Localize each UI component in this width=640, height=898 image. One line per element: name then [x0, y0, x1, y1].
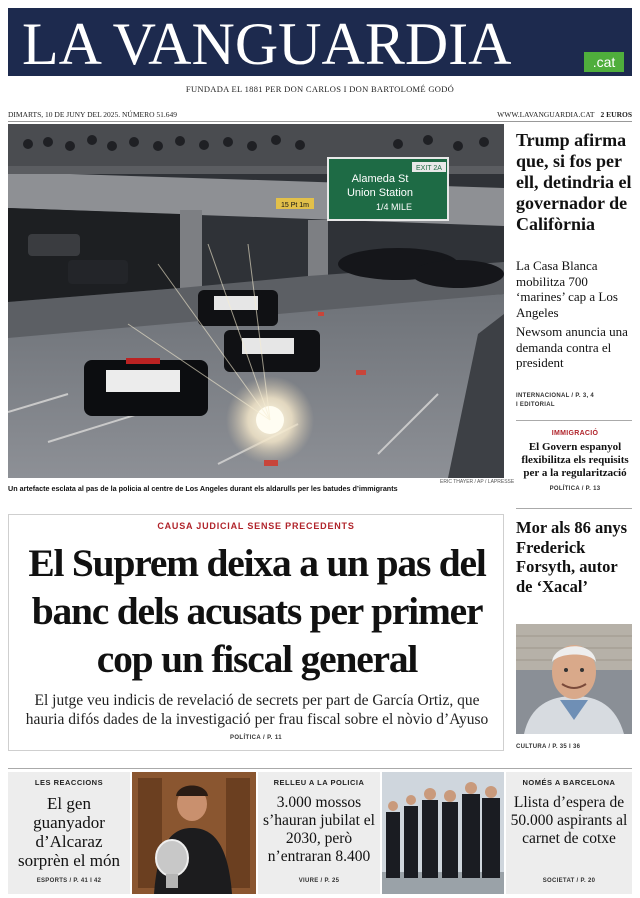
lead-photo[interactable]: [8, 124, 504, 478]
policia-tag: RELLEU A LA POLICIA: [273, 778, 365, 787]
photo-credit: ERIC THAYER / AP / LAPRESSE: [440, 479, 515, 485]
main-headline[interactable]: El Suprem deixa a un pas del banc dels acusats per primer cop un fiscal general: [28, 541, 486, 681]
barcelona-headline[interactable]: Llista d’espera de 50.000 aspirants al carnet de cotxe: [510, 794, 628, 847]
mossos-photo[interactable]: [382, 772, 504, 894]
forsyth-photo[interactable]: [516, 624, 632, 734]
forsyth-section[interactable]: CULTURA / P. 35 I 36: [516, 744, 581, 750]
dateline: [8, 108, 632, 122]
divider-bottom: [8, 768, 632, 769]
policia-box[interactable]: [258, 772, 380, 894]
sign-line-1: Alameda St: [351, 173, 409, 185]
newspaper-logo[interactable]: LA VANGUARDIA: [22, 11, 512, 77]
policia-headline[interactable]: 3.000 mossos s’hauran jubilat el 2030, però n’entraran 8.400: [263, 794, 375, 865]
mossos-lineup-illustration: [382, 772, 504, 894]
reaccions-section[interactable]: ESPORTS / P. 41 I 42: [36, 878, 102, 884]
barcelona-box[interactable]: [506, 772, 632, 894]
reaccions-headline[interactable]: El gen guanyador d’Alcaraz sorprèn el món: [18, 794, 120, 870]
reaccions-tag: LES REACCIONS: [34, 778, 104, 787]
main-story: [8, 514, 504, 751]
trump-headline[interactable]: Trump afirma que, si fos per ell, detindria el governador de Califòrnia: [516, 130, 632, 234]
barcelona-tag: NOMÉS A BARCELONA: [522, 778, 616, 787]
divider-right-1: [516, 420, 632, 421]
website-price: [497, 110, 632, 119]
alcaraz-photo[interactable]: [132, 772, 256, 894]
immigration-tag: IMMIGRACIÓ: [551, 430, 599, 437]
price: 2 EUROS: [600, 110, 632, 119]
photo-caption: Un artefacte esclata al pas de la policia al centre de Los Angeles durant els aldarulls per les batudes d’immigrants: [8, 484, 398, 493]
lead-photo-illustration: [8, 124, 504, 478]
divider-right-2: [516, 508, 632, 509]
trump-section-line-2[interactable]: I EDITORIAL: [516, 402, 555, 408]
sign-line-2: Union Station: [346, 187, 414, 199]
barcelona-section[interactable]: SOCIETAT / P. 20: [542, 878, 596, 884]
forsyth-headline[interactable]: Mor als 86 anys Frederick Forsyth, autor de ‘Xacal’: [516, 518, 628, 596]
issue-date: DIMARTS, 10 DE JUNY DEL 2025. NÚMERO 51.649: [8, 110, 177, 119]
immigration-headline[interactable]: El Govern espanyol flexibilitza els requisits per a la regularització: [521, 441, 629, 479]
immigration-section[interactable]: POLÍTICA / P. 13: [549, 486, 601, 492]
policia-section[interactable]: VIURE / P. 25: [298, 878, 340, 884]
sign-exit-text: EXIT 2A: [416, 165, 442, 172]
main-subhead: El jutge veu indicis de revelació de secrets per part de García Ortiz, que hauria difós dades de la investigació per frau fiscal sobre el nòvio d’Ayuso: [25, 692, 489, 728]
trump-subhead-1: La Casa Blanca mobilitza 700 ‘marines’ cap a Los Angeles: [516, 258, 618, 320]
masthead: [8, 8, 632, 76]
trump-subhead-2: Newsom anuncia una demanda contra el president: [516, 324, 628, 370]
speed-sign-text: 15 Pt 1m: [280, 202, 310, 209]
trump-section-line-1[interactable]: INTERNACIONAL / P. 3, 4: [516, 393, 595, 399]
website-link[interactable]: WWW.LAVANGUARDIA.CAT: [497, 110, 595, 119]
alcaraz-trophy-illustration: [132, 772, 256, 894]
founded-line: FUNDADA EL 1881 PER DON CARLOS I DON BARTOLOMÉ GODÓ: [185, 84, 455, 94]
reaccions-box[interactable]: [8, 772, 130, 894]
bottom-strip: [0, 768, 640, 898]
main-kicker: CAUSA JUDICIAL SENSE PRECEDENTS: [157, 521, 355, 531]
trump-section: [516, 392, 634, 410]
main-section[interactable]: POLÍTICA / P. 11: [229, 735, 283, 741]
sign-line-3: 1/4 MILE: [375, 202, 413, 212]
forsyth-portrait: [516, 624, 632, 734]
cat-badge: .cat: [584, 52, 624, 72]
